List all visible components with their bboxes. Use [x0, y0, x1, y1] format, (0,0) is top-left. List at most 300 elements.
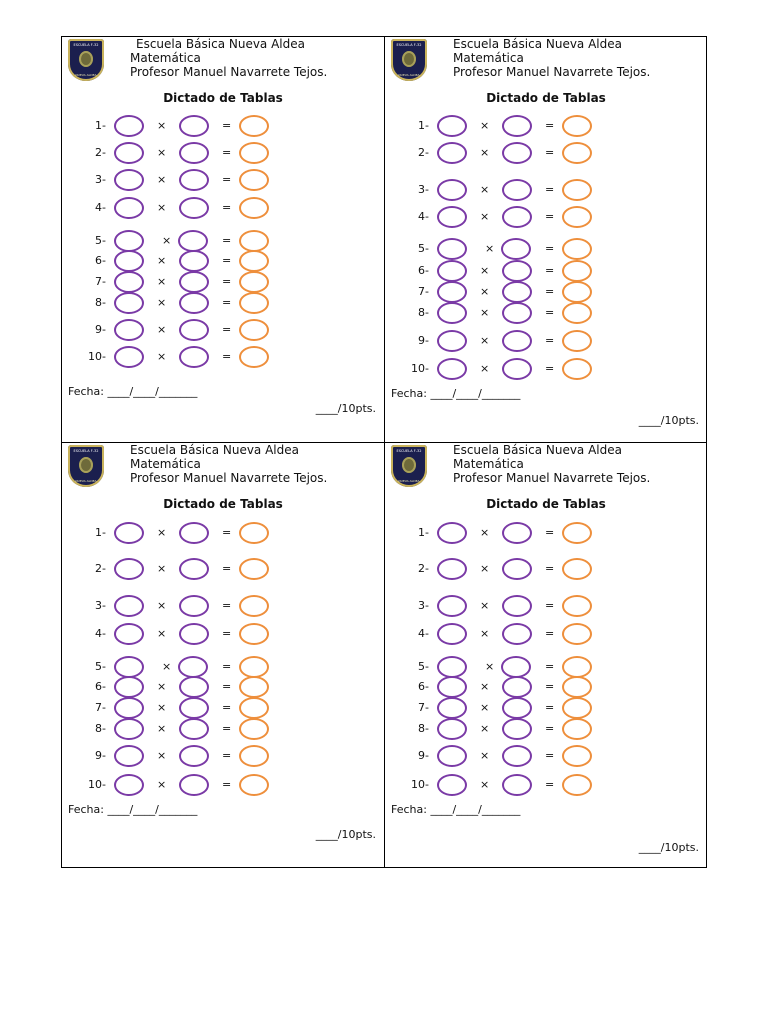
worksheet-card-3 — [62, 443, 384, 848]
times-sign: × — [157, 254, 167, 267]
row-number: 6- — [418, 680, 429, 693]
equals-sign: = — [545, 334, 555, 347]
exercise-row — [62, 168, 384, 194]
factor-a-circle[interactable] — [437, 358, 467, 380]
result-circle[interactable] — [239, 142, 269, 164]
factor-b-circle[interactable] — [179, 197, 209, 219]
logo-band-text: ESCUELA F-32 — [73, 43, 99, 47]
row-number: 8- — [418, 306, 429, 319]
result-circle[interactable] — [239, 558, 269, 580]
factor-b-circle[interactable] — [179, 558, 209, 580]
row-number: 8- — [95, 296, 106, 309]
result-circle[interactable] — [562, 281, 592, 303]
factor-b-circle[interactable] — [179, 718, 209, 740]
date-line: Fecha: ____/____/_______ — [391, 803, 521, 816]
row-number: 7- — [418, 285, 429, 298]
times-sign: × — [480, 599, 490, 612]
equals-sign: = — [545, 599, 555, 612]
result-circle[interactable] — [239, 197, 269, 219]
card-header — [453, 443, 650, 485]
row-number: 4- — [95, 201, 106, 214]
row-number: 10- — [411, 778, 429, 791]
teacher-name: Profesor Manuel Navarrete Tejos. — [130, 471, 328, 485]
factor-b-circle[interactable] — [179, 676, 209, 698]
exercise-row — [62, 291, 384, 317]
result-circle[interactable] — [562, 302, 592, 324]
factor-b-circle[interactable] — [179, 774, 209, 796]
factor-a-circle[interactable] — [437, 260, 467, 282]
equals-sign: = — [222, 627, 232, 640]
row-number: 1- — [95, 526, 106, 539]
factor-a-circle[interactable] — [437, 302, 467, 324]
factor-a-circle[interactable] — [437, 115, 467, 137]
row-number: 3- — [418, 599, 429, 612]
factor-b-circle[interactable] — [179, 346, 209, 368]
result-circle[interactable] — [562, 206, 592, 228]
result-circle[interactable] — [562, 330, 592, 352]
result-circle[interactable] — [562, 676, 592, 698]
worksheet-card-1 — [62, 37, 384, 442]
result-circle[interactable] — [239, 745, 269, 767]
factor-b-circle[interactable] — [502, 558, 532, 580]
result-circle[interactable] — [562, 179, 592, 201]
factor-a-circle[interactable] — [114, 595, 144, 617]
times-sign: × — [157, 562, 167, 575]
times-sign: × — [157, 146, 167, 159]
result-circle[interactable] — [239, 623, 269, 645]
row-number: 8- — [418, 722, 429, 735]
factor-a-circle[interactable] — [114, 115, 144, 137]
exercise-row — [385, 521, 707, 547]
times-sign: × — [480, 264, 490, 277]
equals-sign: = — [222, 749, 232, 762]
factor-a-circle[interactable] — [114, 319, 144, 341]
row-number: 2- — [95, 146, 106, 159]
result-circle[interactable] — [239, 697, 269, 719]
times-sign: × — [157, 701, 167, 714]
row-number: 3- — [95, 173, 106, 186]
school-crest-logo — [391, 445, 427, 487]
school-crest-logo — [68, 445, 104, 487]
factor-b-circle[interactable] — [502, 745, 532, 767]
equals-sign: = — [545, 680, 555, 693]
result-circle[interactable] — [239, 676, 269, 698]
factor-a-circle[interactable] — [437, 623, 467, 645]
teacher-name: Profesor Manuel Navarrete Tejos. — [130, 65, 328, 79]
times-sign: × — [157, 627, 167, 640]
times-sign: × — [157, 599, 167, 612]
date-line: Fecha: ____/____/_______ — [391, 387, 521, 400]
equals-sign: = — [222, 599, 232, 612]
row-number: 6- — [418, 264, 429, 277]
equals-sign: = — [545, 146, 555, 159]
result-circle[interactable] — [562, 718, 592, 740]
times-sign: × — [157, 680, 167, 693]
row-number: 3- — [418, 183, 429, 196]
row-number: 9- — [418, 334, 429, 347]
result-circle[interactable] — [239, 774, 269, 796]
times-sign: × — [157, 201, 167, 214]
equals-sign: = — [222, 234, 232, 247]
factor-a-circle[interactable] — [114, 718, 144, 740]
equals-sign: = — [545, 183, 555, 196]
exercise-row — [385, 744, 707, 770]
row-number: 5- — [95, 660, 106, 673]
equals-sign: = — [545, 285, 555, 298]
times-sign: × — [480, 119, 490, 132]
logo-band-text: ESCUELA F-32 — [396, 43, 422, 47]
result-circle[interactable] — [239, 595, 269, 617]
equals-sign: = — [222, 722, 232, 735]
result-circle[interactable] — [562, 115, 592, 137]
factor-b-circle[interactable] — [502, 522, 532, 544]
exercise-row — [62, 622, 384, 648]
equals-sign: = — [222, 296, 232, 309]
row-number: 10- — [88, 778, 106, 791]
logo-motto-text: NUEVA ALDEA — [75, 479, 97, 483]
factor-b-circle[interactable] — [502, 623, 532, 645]
factor-a-circle[interactable] — [437, 238, 467, 260]
equals-sign: = — [545, 749, 555, 762]
factor-a-circle[interactable] — [114, 623, 144, 645]
factor-a-circle[interactable] — [114, 169, 144, 191]
result-circle[interactable] — [562, 697, 592, 719]
factor-b-circle[interactable] — [502, 697, 532, 719]
date-line: Fecha: ____/____/_______ — [68, 803, 198, 816]
times-sign: × — [480, 701, 490, 714]
school-crest-logo — [68, 39, 104, 81]
factor-a-circle[interactable] — [437, 595, 467, 617]
times-sign: × — [480, 146, 490, 159]
equals-sign: = — [545, 660, 555, 673]
times-sign: × — [157, 526, 167, 539]
factor-b-circle[interactable] — [502, 260, 532, 282]
result-circle[interactable] — [562, 358, 592, 380]
times-sign: × — [157, 173, 167, 186]
factor-b-circle[interactable] — [502, 142, 532, 164]
equals-sign: = — [222, 323, 232, 336]
exercise-row — [385, 141, 707, 167]
worksheet-title: Dictado de Tablas — [486, 497, 606, 511]
factor-b-circle[interactable] — [179, 522, 209, 544]
result-circle[interactable] — [562, 142, 592, 164]
times-sign: × — [157, 350, 167, 363]
row-number: 6- — [95, 254, 106, 267]
exercise-row — [62, 196, 384, 222]
times-sign: × — [157, 778, 167, 791]
equals-sign: = — [222, 119, 232, 132]
factor-b-circle[interactable] — [179, 292, 209, 314]
factor-a-circle[interactable] — [114, 250, 144, 272]
equals-sign: = — [222, 778, 232, 791]
result-circle[interactable] — [562, 623, 592, 645]
equals-sign: = — [545, 526, 555, 539]
factor-a-circle[interactable] — [114, 774, 144, 796]
row-number: 4- — [418, 210, 429, 223]
times-sign: × — [480, 306, 490, 319]
times-sign: × — [162, 234, 172, 247]
result-circle[interactable] — [239, 250, 269, 272]
factor-a-circle[interactable] — [114, 271, 144, 293]
row-number: 5- — [95, 234, 106, 247]
row-number: 9- — [95, 323, 106, 336]
school-name: Escuela Básica Nueva Aldea — [453, 443, 622, 457]
school-name: Escuela Básica Nueva Aldea — [136, 37, 305, 51]
teacher-name: Profesor Manuel Navarrete Tejos. — [453, 471, 651, 485]
date-line: Fecha: ____/____/_______ — [68, 385, 198, 398]
result-circle[interactable] — [239, 292, 269, 314]
factor-a-circle[interactable] — [437, 558, 467, 580]
exercise-row — [62, 114, 384, 140]
equals-sign: = — [222, 275, 232, 288]
exercise-row — [62, 345, 384, 371]
factor-b-circle[interactable] — [502, 206, 532, 228]
crest-emblem-icon — [402, 457, 416, 473]
result-circle[interactable] — [562, 745, 592, 767]
factor-a-circle[interactable] — [114, 142, 144, 164]
factor-a-circle[interactable] — [437, 745, 467, 767]
exercise-row — [62, 141, 384, 167]
row-number: 2- — [418, 562, 429, 575]
card-header — [453, 37, 650, 79]
times-sign: × — [480, 562, 490, 575]
equals-sign: = — [222, 146, 232, 159]
factor-a-circle[interactable] — [114, 522, 144, 544]
factor-b-circle[interactable] — [502, 179, 532, 201]
score-line: ____/10pts. — [638, 414, 699, 427]
row-number: 10- — [88, 350, 106, 363]
equals-sign: = — [222, 562, 232, 575]
factor-a-circle[interactable] — [114, 292, 144, 314]
result-circle[interactable] — [562, 595, 592, 617]
subject-name: Matemática — [130, 51, 201, 65]
row-number: 9- — [418, 749, 429, 762]
equals-sign: = — [545, 778, 555, 791]
factor-b-circle[interactable] — [502, 358, 532, 380]
worksheet-sheet — [61, 36, 707, 868]
equals-sign: = — [222, 173, 232, 186]
teacher-name: Profesor Manuel Navarrete Tejos. — [453, 65, 651, 79]
equals-sign: = — [545, 701, 555, 714]
factor-a-circle[interactable] — [437, 179, 467, 201]
subject-name: Matemática — [130, 457, 201, 471]
card-header — [130, 37, 327, 79]
row-number: 7- — [95, 275, 106, 288]
exercise-row — [385, 622, 707, 648]
exercise-row — [62, 717, 384, 743]
card-header — [130, 443, 327, 485]
times-sign: × — [157, 722, 167, 735]
exercise-row — [385, 205, 707, 231]
result-circle[interactable] — [239, 718, 269, 740]
exercise-row — [385, 717, 707, 743]
result-circle[interactable] — [239, 271, 269, 293]
times-sign: × — [480, 749, 490, 762]
row-number: 1- — [418, 526, 429, 539]
times-sign: × — [157, 296, 167, 309]
factor-b-circle[interactable] — [179, 595, 209, 617]
result-circle[interactable] — [562, 522, 592, 544]
factor-a-circle[interactable] — [437, 281, 467, 303]
factor-b-circle[interactable] — [502, 718, 532, 740]
exercise-row — [62, 594, 384, 620]
equals-sign: = — [222, 526, 232, 539]
times-sign: × — [157, 749, 167, 762]
times-sign: × — [157, 275, 167, 288]
row-number: 7- — [418, 701, 429, 714]
exercise-row — [385, 557, 707, 583]
exercise-row — [385, 178, 707, 204]
times-sign: × — [480, 210, 490, 223]
equals-sign: = — [545, 562, 555, 575]
row-number: 2- — [418, 146, 429, 159]
factor-b-circle[interactable] — [502, 330, 532, 352]
factor-b-circle[interactable] — [502, 774, 532, 796]
factor-a-circle[interactable] — [437, 718, 467, 740]
factor-a-circle[interactable] — [437, 142, 467, 164]
exercise-row — [62, 318, 384, 344]
row-number: 3- — [95, 599, 106, 612]
factor-a-circle[interactable] — [437, 697, 467, 719]
result-circle[interactable] — [239, 115, 269, 137]
factor-b-circle[interactable] — [179, 623, 209, 645]
factor-b-circle[interactable] — [502, 676, 532, 698]
score-line: ____/10pts. — [315, 828, 376, 841]
times-sign: × — [480, 680, 490, 693]
factor-b-circle[interactable] — [502, 281, 532, 303]
worksheet-card-4 — [385, 443, 707, 854]
exercise-row — [385, 114, 707, 140]
worksheet-title: Dictado de Tablas — [486, 91, 606, 105]
score-line: ____/10pts. — [315, 402, 376, 415]
exercise-row — [385, 594, 707, 620]
times-sign: × — [480, 778, 490, 791]
factor-b-circle[interactable] — [179, 115, 209, 137]
exercise-row — [62, 521, 384, 547]
factor-a-circle[interactable] — [114, 197, 144, 219]
equals-sign: = — [545, 264, 555, 277]
row-number: 8- — [95, 722, 106, 735]
factor-a-circle[interactable] — [437, 206, 467, 228]
row-number: 5- — [418, 242, 429, 255]
equals-sign: = — [545, 627, 555, 640]
worksheet-card-2 — [385, 37, 707, 442]
school-name: Escuela Básica Nueva Aldea — [453, 37, 622, 51]
exercise-row — [385, 329, 707, 355]
factor-a-circle[interactable] — [114, 558, 144, 580]
factor-a-circle[interactable] — [437, 522, 467, 544]
factor-b-circle[interactable] — [179, 319, 209, 341]
equals-sign: = — [222, 254, 232, 267]
score-line: ____/10pts. — [638, 841, 699, 854]
exercise-row — [62, 557, 384, 583]
factor-a-circle[interactable] — [114, 745, 144, 767]
exercise-row — [385, 773, 707, 799]
exercise-row — [385, 357, 707, 383]
equals-sign: = — [222, 201, 232, 214]
logo-band-text: ESCUELA F-32 — [73, 449, 99, 453]
result-circle[interactable] — [562, 774, 592, 796]
row-number: 7- — [95, 701, 106, 714]
equals-sign: = — [222, 701, 232, 714]
result-circle[interactable] — [239, 346, 269, 368]
factor-a-circle[interactable] — [437, 774, 467, 796]
result-circle[interactable] — [562, 558, 592, 580]
row-number: 2- — [95, 562, 106, 575]
row-number: 9- — [95, 749, 106, 762]
factor-a-circle[interactable] — [114, 346, 144, 368]
factor-b-circle[interactable] — [179, 271, 209, 293]
equals-sign: = — [545, 210, 555, 223]
factor-a-circle[interactable] — [437, 330, 467, 352]
times-sign: × — [480, 183, 490, 196]
equals-sign: = — [545, 362, 555, 375]
worksheet-title: Dictado de Tablas — [163, 91, 283, 105]
factor-b-circle[interactable] — [502, 302, 532, 324]
times-sign: × — [480, 627, 490, 640]
row-number: 4- — [95, 627, 106, 640]
factor-b-circle[interactable] — [179, 169, 209, 191]
result-circle[interactable] — [562, 260, 592, 282]
factor-a-circle[interactable] — [437, 676, 467, 698]
exercise-row — [385, 301, 707, 327]
subject-name: Matemática — [453, 51, 524, 65]
crest-emblem-icon — [79, 457, 93, 473]
times-sign: × — [480, 362, 490, 375]
factor-b-circle[interactable] — [179, 697, 209, 719]
times-sign: × — [162, 660, 172, 673]
result-circle[interactable] — [239, 522, 269, 544]
row-number: 5- — [418, 660, 429, 673]
equals-sign: = — [222, 350, 232, 363]
factor-b-circle[interactable] — [501, 238, 531, 260]
factor-b-circle[interactable] — [179, 745, 209, 767]
logo-motto-text: NUEVA ALDEA — [75, 73, 97, 77]
row-number: 1- — [95, 119, 106, 132]
school-name: Escuela Básica Nueva Aldea — [130, 443, 299, 457]
exercise-row — [62, 773, 384, 799]
times-sign: × — [480, 526, 490, 539]
row-number: 10- — [411, 362, 429, 375]
factor-a-circle[interactable] — [114, 697, 144, 719]
equals-sign: = — [545, 722, 555, 735]
crest-emblem-icon — [79, 51, 93, 67]
times-sign: × — [480, 285, 490, 298]
school-crest-logo — [391, 39, 427, 81]
logo-motto-text: NUEVA ALDEA — [398, 73, 420, 77]
result-circle[interactable] — [239, 319, 269, 341]
equals-sign: = — [222, 660, 232, 673]
times-sign: × — [157, 119, 167, 132]
equals-sign: = — [545, 119, 555, 132]
logo-band-text: ESCUELA F-32 — [396, 449, 422, 453]
times-sign: × — [485, 660, 495, 673]
times-sign: × — [480, 334, 490, 347]
result-circle[interactable] — [239, 169, 269, 191]
result-circle[interactable] — [562, 238, 592, 260]
worksheet-title: Dictado de Tablas — [163, 497, 283, 511]
factor-b-circle[interactable] — [179, 142, 209, 164]
factor-a-circle[interactable] — [114, 676, 144, 698]
factor-b-circle[interactable] — [502, 595, 532, 617]
row-number: 4- — [418, 627, 429, 640]
times-sign: × — [480, 722, 490, 735]
times-sign: × — [485, 242, 495, 255]
equals-sign: = — [545, 306, 555, 319]
crest-emblem-icon — [402, 51, 416, 67]
factor-b-circle[interactable] — [179, 250, 209, 272]
factor-b-circle[interactable] — [502, 115, 532, 137]
